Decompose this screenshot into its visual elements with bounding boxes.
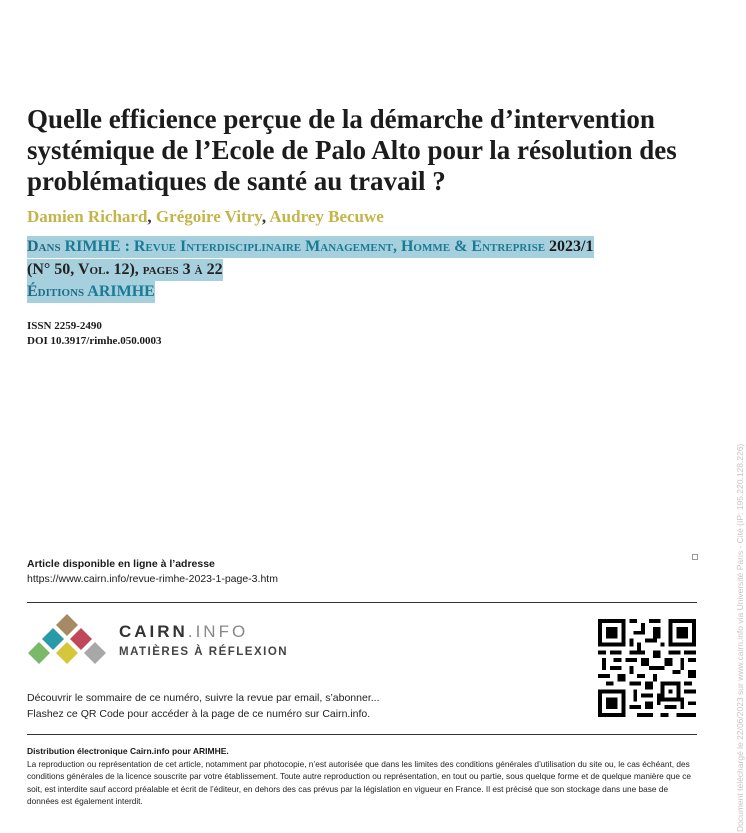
qr-code-icon[interactable] bbox=[598, 619, 696, 717]
cairn-logo-icon[interactable] bbox=[25, 612, 109, 672]
distribution-title: Distribution électronique Cairn.info pour ARIMHE. bbox=[27, 746, 229, 756]
brand-tagline: MATIÈRES À RÉFLEXION bbox=[119, 646, 289, 658]
article-url-link[interactable]: https://www.cairn.info/revue-rimhe-2023-1-page-3.htm bbox=[27, 573, 278, 585]
identifiers bbox=[27, 319, 161, 349]
watermark-text: Document téléchargé le 22/06/2023 sur www.cairn.info via Université Paris - Cité (IP: 195.220.128.226) bbox=[735, 443, 745, 832]
doi: DOI 10.3917/rimhe.050.0003 bbox=[27, 335, 162, 347]
editions-line bbox=[27, 281, 155, 303]
author-link[interactable]: Damien Richard bbox=[27, 207, 148, 226]
discover-line: Découvrir le sommaire de ce numéro, suivre la revue par email, s’abonner... bbox=[27, 692, 380, 704]
author-link[interactable]: Grégoire Vitry bbox=[155, 207, 262, 226]
divider bbox=[27, 602, 697, 603]
discover-text bbox=[27, 690, 380, 722]
publisher-link[interactable]: ARIMHE bbox=[87, 283, 155, 300]
editions-label: Éditions bbox=[27, 283, 85, 300]
journal-link[interactable]: RIMHE : Revue Interdisciplinaire Management, Homme & Entreprise bbox=[64, 238, 546, 255]
download-watermark bbox=[724, 380, 746, 832]
discover-line: Flashez ce QR Code pour accéder à la page de ce numéro sur Cairn.info. bbox=[27, 708, 371, 720]
dans-label: Dans bbox=[27, 238, 61, 255]
author-link[interactable]: Audrey Becuwe bbox=[269, 207, 384, 226]
authors: Damien Richard, Grégoire Vitry, Audrey Becuwe bbox=[27, 207, 384, 226]
divider bbox=[27, 734, 697, 735]
issn: ISSN 2259-2490 bbox=[27, 320, 102, 332]
distribution-notice: La reproduction ou représentation de cet article, notamment par photocopie, n’est autorisée que dans les limites des conditions générales d’utilisation du site ou, le cas échéant, des conditions générales de la licence souscrite par votre établissement. Toute autre reproduction ou représentation, en tout ou partie, sous quelque forme et de quelque manière que ce soit, est interdite sauf accord préalable et écrit de l’éditeur, en dehors des cas prévus par la législation en vigueur en France. Il est précisé que son stockage dans une base de données est également interdit. bbox=[27, 759, 692, 806]
issue-year: 2023/1 bbox=[549, 238, 594, 255]
issue-pages: (N° 50, Vol. 12), pages 3 à 22 bbox=[27, 259, 223, 281]
article-title: Quelle efficience perçue de la démarche d’intervention systémique de l’Ecole de Palo Alto pour la résolution des problématiques de santé au travail ? bbox=[27, 104, 677, 196]
publication-line bbox=[27, 236, 594, 258]
small-box-marker bbox=[692, 554, 698, 560]
brand-name: CAIRN.INFO bbox=[119, 622, 249, 641]
availability-label: Article disponible en ligne à l’adresse bbox=[27, 558, 215, 570]
